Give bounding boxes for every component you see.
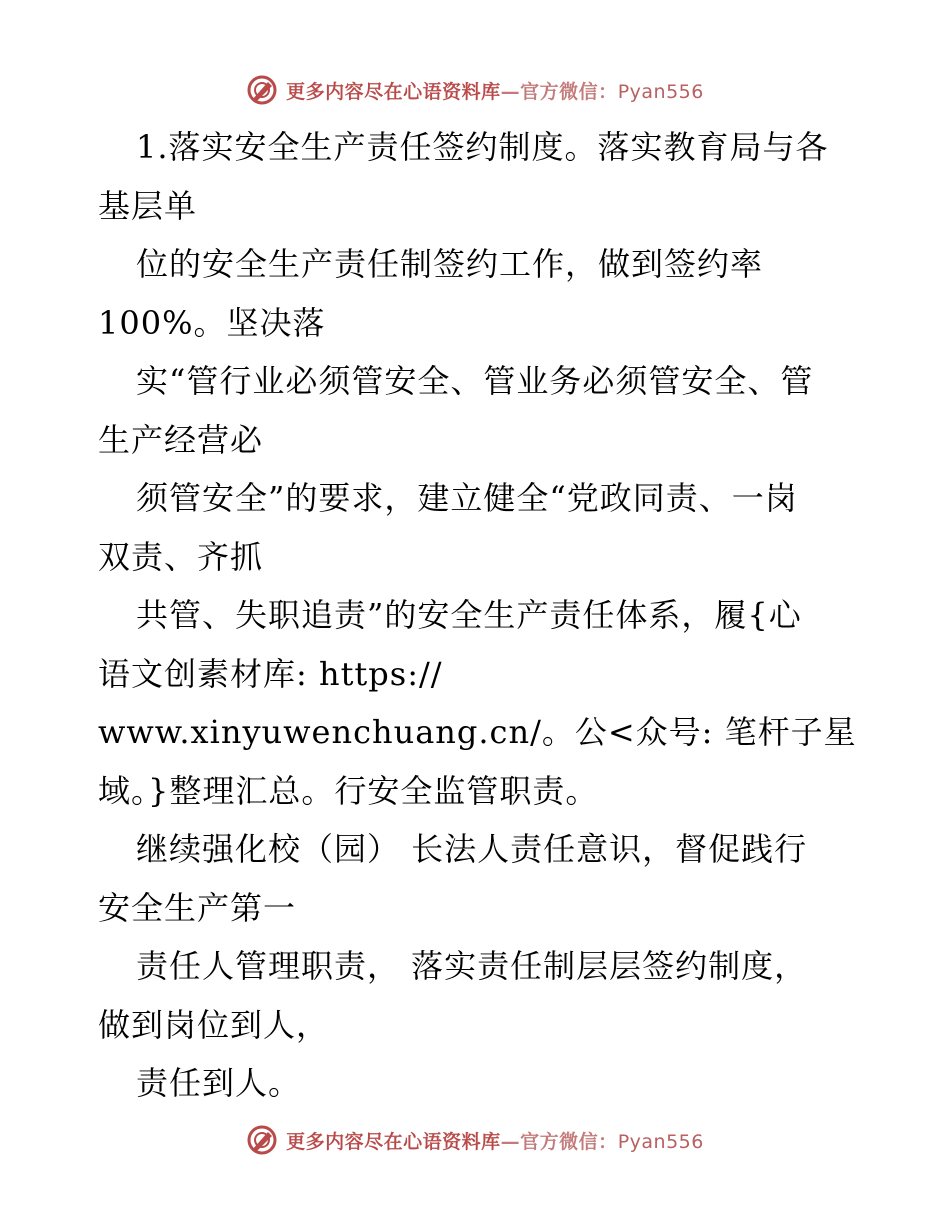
footer-banner bbox=[0, 1120, 950, 1160]
text-line: 安全生产第一 bbox=[98, 888, 297, 927]
banner-wechat-id: Pyan556 bbox=[617, 1130, 704, 1153]
banner-wechat-label: —官方微信： bbox=[500, 1130, 618, 1153]
pen-logo-icon bbox=[246, 74, 278, 106]
text-line: 语文创素材库: https:// bbox=[98, 654, 443, 693]
text-line: 须管安全”的要求，建立健全“党政同责、一岗 bbox=[136, 479, 798, 517]
banner-wechat-id: Pyan556 bbox=[617, 80, 704, 103]
text-line: 100%。坚决落 bbox=[98, 303, 326, 342]
text-line: 域。}整理汇总。行安全监管职责。 bbox=[98, 771, 599, 810]
text-line: 做到岗位到人， bbox=[98, 1005, 330, 1044]
pen-logo-icon bbox=[246, 1124, 278, 1156]
text-line: 责任人管理职责， 落实责任制层层签约制度， bbox=[136, 947, 808, 985]
text-line: 责任到人。 bbox=[136, 1064, 302, 1102]
text-line: 位的安全生产责任制签约工作，做到签约率 bbox=[136, 245, 764, 283]
text-line: 生产经营必 bbox=[98, 420, 264, 459]
header-banner bbox=[0, 70, 950, 110]
text-line: 共管、失职追责”的安全生产责任体系，履{心 bbox=[136, 596, 802, 634]
banner-wechat-label: —官方微信： bbox=[500, 80, 618, 103]
text-line: 实“管行业必须管安全、管业务必须管安全、管 bbox=[136, 362, 814, 400]
text-line: www.xinyuwenchuang.cn/。公<众号: 笔杆子星 bbox=[98, 713, 857, 751]
banner-title: 更多内容尽在心语资料库 bbox=[286, 80, 501, 103]
text-line: 基层单 bbox=[98, 186, 198, 225]
banner-title: 更多内容尽在心语资料库 bbox=[286, 1130, 501, 1153]
document-body bbox=[98, 118, 858, 1113]
text-line: 双责、齐抓 bbox=[98, 537, 264, 576]
text-line: 继续强化校（园） 长法人责任意识，督促践行 bbox=[136, 830, 808, 868]
text-line: 1.落实安全生产责任签约制度。落实教育局与各 bbox=[136, 128, 829, 166]
